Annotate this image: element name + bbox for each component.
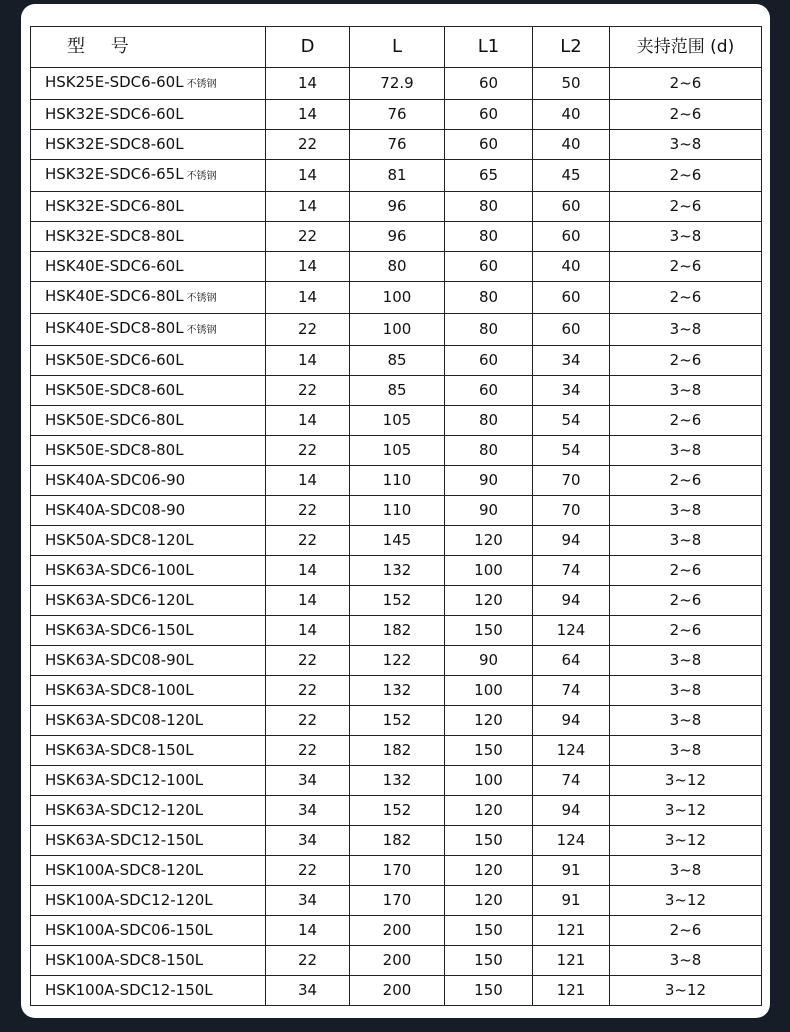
cell-model xyxy=(31,766,266,796)
model-number: HSK63A-SDC6-100L xyxy=(45,561,194,579)
cell-model xyxy=(31,376,266,406)
cell-model xyxy=(31,130,266,160)
model-number: HSK63A-SDC08-120L xyxy=(45,711,204,729)
cell-clamping-range: 3~12 xyxy=(610,886,762,916)
cell-d: 14 xyxy=(266,282,350,314)
cell-l: 170 xyxy=(350,886,445,916)
cell-l1: 120 xyxy=(445,526,533,556)
model-number: HSK40A-SDC08-90 xyxy=(45,501,186,519)
cell-d: 34 xyxy=(266,766,350,796)
cell-l: 76 xyxy=(350,130,445,160)
cell-clamping-range: 2~6 xyxy=(610,100,762,130)
cell-l1: 80 xyxy=(445,192,533,222)
cell-l2: 64 xyxy=(533,646,610,676)
cell-l1: 90 xyxy=(445,646,533,676)
cell-l: 132 xyxy=(350,766,445,796)
cell-model xyxy=(31,886,266,916)
cell-l2: 54 xyxy=(533,436,610,466)
table-row xyxy=(31,526,762,556)
cell-l: 200 xyxy=(350,916,445,946)
table-row xyxy=(31,496,762,526)
cell-clamping-range: 2~6 xyxy=(610,68,762,100)
cell-model xyxy=(31,946,266,976)
model-number: HSK40E-SDC6-60L xyxy=(45,257,184,275)
cell-l1: 120 xyxy=(445,796,533,826)
cell-clamping-range: 3~8 xyxy=(610,376,762,406)
cell-l2: 91 xyxy=(533,886,610,916)
cell-l: 85 xyxy=(350,346,445,376)
material-note: 不锈钢 xyxy=(186,325,217,336)
cell-clamping-range: 3~8 xyxy=(610,706,762,736)
cell-clamping-range: 3~8 xyxy=(610,222,762,252)
table-row xyxy=(31,346,762,376)
table-row xyxy=(31,616,762,646)
cell-clamping-range: 3~8 xyxy=(610,736,762,766)
model-number: HSK63A-SDC6-150L xyxy=(45,621,194,639)
cell-l1: 120 xyxy=(445,586,533,616)
table-row xyxy=(31,706,762,736)
cell-d: 14 xyxy=(266,252,350,282)
model-number: HSK100A-SDC8-150L xyxy=(45,951,204,969)
table-row xyxy=(31,976,762,1006)
cell-l1: 150 xyxy=(445,736,533,766)
cell-l2: 74 xyxy=(533,556,610,586)
model-number: HSK40E-SDC8-80L xyxy=(45,319,184,337)
header-l2: L2 xyxy=(533,27,610,68)
cell-l: 105 xyxy=(350,436,445,466)
cell-clamping-range: 3~12 xyxy=(610,766,762,796)
cell-l1: 150 xyxy=(445,826,533,856)
cell-l: 96 xyxy=(350,192,445,222)
cell-model xyxy=(31,856,266,886)
cell-model xyxy=(31,160,266,192)
cell-l1: 60 xyxy=(445,130,533,160)
cell-l2: 124 xyxy=(533,826,610,856)
table-row xyxy=(31,856,762,886)
table-row xyxy=(31,886,762,916)
cell-clamping-range: 2~6 xyxy=(610,406,762,436)
cell-l: 110 xyxy=(350,466,445,496)
table-row xyxy=(31,130,762,160)
cell-model xyxy=(31,556,266,586)
cell-model xyxy=(31,676,266,706)
model-number: HSK63A-SDC12-100L xyxy=(45,771,204,789)
table-body xyxy=(31,68,762,1006)
table-row xyxy=(31,68,762,100)
model-number: HSK32E-SDC8-80L xyxy=(45,227,184,245)
model-number: HSK32E-SDC8-60L xyxy=(45,135,184,153)
cell-l2: 121 xyxy=(533,946,610,976)
cell-d: 34 xyxy=(266,886,350,916)
cell-d: 22 xyxy=(266,946,350,976)
cell-l: 122 xyxy=(350,646,445,676)
cell-clamping-range: 2~6 xyxy=(610,916,762,946)
cell-d: 22 xyxy=(266,222,350,252)
cell-clamping-range: 2~6 xyxy=(610,556,762,586)
cell-l2: 54 xyxy=(533,406,610,436)
cell-l: 152 xyxy=(350,586,445,616)
cell-d: 22 xyxy=(266,526,350,556)
model-number: HSK63A-SDC8-150L xyxy=(45,741,194,759)
cell-d: 14 xyxy=(266,160,350,192)
cell-l: 200 xyxy=(350,946,445,976)
cell-l1: 80 xyxy=(445,222,533,252)
cell-model xyxy=(31,916,266,946)
cell-clamping-range: 2~6 xyxy=(610,160,762,192)
cell-model xyxy=(31,616,266,646)
cell-l: 132 xyxy=(350,676,445,706)
cell-l2: 121 xyxy=(533,916,610,946)
cell-clamping-range: 3~12 xyxy=(610,826,762,856)
cell-clamping-range: 2~6 xyxy=(610,586,762,616)
model-number: HSK50E-SDC8-60L xyxy=(45,381,184,399)
model-number: HSK25E-SDC6-60L xyxy=(45,73,184,91)
cell-clamping-range: 3~8 xyxy=(610,496,762,526)
cell-clamping-range: 2~6 xyxy=(610,282,762,314)
cell-l2: 94 xyxy=(533,586,610,616)
model-number: HSK50E-SDC8-80L xyxy=(45,441,184,459)
table-row xyxy=(31,916,762,946)
table-row xyxy=(31,946,762,976)
cell-l1: 60 xyxy=(445,376,533,406)
cell-l2: 40 xyxy=(533,252,610,282)
cell-l: 200 xyxy=(350,976,445,1006)
table-row xyxy=(31,100,762,130)
cell-clamping-range: 3~8 xyxy=(610,314,762,346)
cell-l: 152 xyxy=(350,796,445,826)
material-note: 不锈钢 xyxy=(186,293,217,304)
cell-l1: 100 xyxy=(445,766,533,796)
table-row xyxy=(31,826,762,856)
cell-model xyxy=(31,976,266,1006)
cell-d: 14 xyxy=(266,100,350,130)
cell-model xyxy=(31,252,266,282)
cell-d: 14 xyxy=(266,466,350,496)
cell-l: 100 xyxy=(350,314,445,346)
cell-model xyxy=(31,796,266,826)
cell-clamping-range: 2~6 xyxy=(610,466,762,496)
cell-d: 14 xyxy=(266,346,350,376)
cell-l: 80 xyxy=(350,252,445,282)
header-l1: L1 xyxy=(445,27,533,68)
table-row xyxy=(31,160,762,192)
model-number: HSK50A-SDC8-120L xyxy=(45,531,194,549)
header-clamping-range: 夹持范围 (d) xyxy=(610,27,762,68)
cell-l1: 120 xyxy=(445,856,533,886)
cell-d: 14 xyxy=(266,68,350,100)
cell-l2: 91 xyxy=(533,856,610,886)
cell-l2: 34 xyxy=(533,376,610,406)
cell-l2: 60 xyxy=(533,314,610,346)
cell-l2: 94 xyxy=(533,706,610,736)
table-row xyxy=(31,646,762,676)
cell-l1: 100 xyxy=(445,556,533,586)
cell-l: 145 xyxy=(350,526,445,556)
model-number: HSK40E-SDC6-80L xyxy=(45,287,184,305)
spec-card xyxy=(21,4,770,1018)
cell-model xyxy=(31,826,266,856)
model-number: HSK63A-SDC08-90L xyxy=(45,651,194,669)
cell-l: 100 xyxy=(350,282,445,314)
cell-d: 14 xyxy=(266,192,350,222)
cell-model xyxy=(31,222,266,252)
cell-d: 22 xyxy=(266,736,350,766)
cell-clamping-range: 3~8 xyxy=(610,130,762,160)
model-number: HSK32E-SDC6-80L xyxy=(45,197,184,215)
cell-model xyxy=(31,706,266,736)
cell-l2: 45 xyxy=(533,160,610,192)
cell-l2: 40 xyxy=(533,130,610,160)
cell-d: 34 xyxy=(266,826,350,856)
spec-table xyxy=(30,26,762,1006)
cell-l2: 60 xyxy=(533,192,610,222)
cell-clamping-range: 2~6 xyxy=(610,252,762,282)
cell-l2: 94 xyxy=(533,796,610,826)
cell-l2: 70 xyxy=(533,466,610,496)
model-number: HSK100A-SDC12-150L xyxy=(45,981,213,999)
cell-clamping-range: 3~12 xyxy=(610,976,762,1006)
cell-d: 14 xyxy=(266,616,350,646)
cell-model xyxy=(31,646,266,676)
cell-l2: 121 xyxy=(533,976,610,1006)
cell-l: 85 xyxy=(350,376,445,406)
cell-l1: 80 xyxy=(445,436,533,466)
table-row xyxy=(31,192,762,222)
cell-d: 34 xyxy=(266,976,350,1006)
cell-l1: 80 xyxy=(445,282,533,314)
cell-l: 72.9 xyxy=(350,68,445,100)
cell-l1: 60 xyxy=(445,252,533,282)
material-note: 不锈钢 xyxy=(186,79,217,90)
cell-l2: 74 xyxy=(533,676,610,706)
cell-l: 152 xyxy=(350,706,445,736)
cell-l1: 120 xyxy=(445,886,533,916)
cell-model xyxy=(31,466,266,496)
cell-l1: 120 xyxy=(445,706,533,736)
cell-d: 22 xyxy=(266,646,350,676)
cell-model xyxy=(31,496,266,526)
cell-d: 14 xyxy=(266,406,350,436)
model-number: HSK100A-SDC12-120L xyxy=(45,891,213,909)
cell-l1: 65 xyxy=(445,160,533,192)
cell-l2: 70 xyxy=(533,496,610,526)
cell-d: 22 xyxy=(266,376,350,406)
table-row xyxy=(31,406,762,436)
cell-d: 22 xyxy=(266,856,350,886)
model-number: HSK100A-SDC06-150L xyxy=(45,921,213,939)
table-row xyxy=(31,314,762,346)
cell-clamping-range: 3~8 xyxy=(610,856,762,886)
cell-model xyxy=(31,282,266,314)
cell-l2: 60 xyxy=(533,222,610,252)
material-note: 不锈钢 xyxy=(186,171,217,182)
cell-clamping-range: 3~8 xyxy=(610,676,762,706)
cell-clamping-range: 3~8 xyxy=(610,436,762,466)
header-l: L xyxy=(350,27,445,68)
cell-d: 22 xyxy=(266,706,350,736)
cell-l1: 100 xyxy=(445,676,533,706)
cell-d: 34 xyxy=(266,796,350,826)
cell-clamping-range: 3~12 xyxy=(610,796,762,826)
cell-clamping-range: 2~6 xyxy=(610,192,762,222)
cell-l: 96 xyxy=(350,222,445,252)
cell-d: 14 xyxy=(266,586,350,616)
cell-l: 182 xyxy=(350,826,445,856)
cell-l2: 40 xyxy=(533,100,610,130)
table-row xyxy=(31,586,762,616)
model-number: HSK50E-SDC6-80L xyxy=(45,411,184,429)
cell-d: 22 xyxy=(266,436,350,466)
cell-d: 22 xyxy=(266,676,350,706)
cell-l: 110 xyxy=(350,496,445,526)
model-number: HSK63A-SDC12-150L xyxy=(45,831,204,849)
cell-l1: 150 xyxy=(445,616,533,646)
table-row xyxy=(31,376,762,406)
table-header-row xyxy=(31,27,762,68)
cell-l2: 60 xyxy=(533,282,610,314)
cell-d: 22 xyxy=(266,314,350,346)
table-row xyxy=(31,766,762,796)
cell-clamping-range: 2~6 xyxy=(610,346,762,376)
model-number: HSK63A-SDC6-120L xyxy=(45,591,194,609)
table-row xyxy=(31,466,762,496)
cell-l2: 94 xyxy=(533,526,610,556)
cell-model xyxy=(31,346,266,376)
table-row xyxy=(31,676,762,706)
table-row xyxy=(31,736,762,766)
cell-clamping-range: 3~8 xyxy=(610,946,762,976)
cell-l1: 60 xyxy=(445,100,533,130)
cell-l2: 124 xyxy=(533,616,610,646)
model-number: HSK100A-SDC8-120L xyxy=(45,861,204,879)
model-number: HSK32E-SDC6-65L xyxy=(45,165,184,183)
cell-model xyxy=(31,314,266,346)
cell-l1: 60 xyxy=(445,68,533,100)
cell-l2: 34 xyxy=(533,346,610,376)
cell-model xyxy=(31,736,266,766)
cell-d: 14 xyxy=(266,916,350,946)
cell-model xyxy=(31,192,266,222)
cell-l1: 150 xyxy=(445,946,533,976)
cell-l1: 60 xyxy=(445,346,533,376)
model-number: HSK63A-SDC12-120L xyxy=(45,801,204,819)
cell-d: 22 xyxy=(266,130,350,160)
cell-l: 182 xyxy=(350,616,445,646)
table-row xyxy=(31,252,762,282)
model-number: HSK40A-SDC06-90 xyxy=(45,471,186,489)
header-d: D xyxy=(266,27,350,68)
cell-model xyxy=(31,68,266,100)
cell-l2: 124 xyxy=(533,736,610,766)
cell-model xyxy=(31,436,266,466)
cell-clamping-range: 3~8 xyxy=(610,526,762,556)
table-row xyxy=(31,436,762,466)
cell-l: 170 xyxy=(350,856,445,886)
table-row xyxy=(31,282,762,314)
table-row xyxy=(31,222,762,252)
cell-model xyxy=(31,100,266,130)
cell-clamping-range: 3~8 xyxy=(610,646,762,676)
cell-l: 76 xyxy=(350,100,445,130)
cell-l1: 150 xyxy=(445,976,533,1006)
cell-l1: 80 xyxy=(445,406,533,436)
header-model: 型 号 xyxy=(31,27,266,68)
cell-l1: 150 xyxy=(445,916,533,946)
cell-d: 22 xyxy=(266,496,350,526)
table-row xyxy=(31,556,762,586)
cell-clamping-range: 2~6 xyxy=(610,616,762,646)
cell-d: 14 xyxy=(266,556,350,586)
model-number: HSK32E-SDC6-60L xyxy=(45,105,184,123)
cell-l: 105 xyxy=(350,406,445,436)
cell-l2: 74 xyxy=(533,766,610,796)
cell-model xyxy=(31,586,266,616)
cell-l: 81 xyxy=(350,160,445,192)
cell-l: 182 xyxy=(350,736,445,766)
cell-l2: 50 xyxy=(533,68,610,100)
model-number: HSK63A-SDC8-100L xyxy=(45,681,194,699)
cell-l1: 90 xyxy=(445,466,533,496)
cell-l1: 80 xyxy=(445,314,533,346)
model-number: HSK50E-SDC6-60L xyxy=(45,351,184,369)
cell-l1: 90 xyxy=(445,496,533,526)
cell-model xyxy=(31,526,266,556)
cell-l: 132 xyxy=(350,556,445,586)
cell-model xyxy=(31,406,266,436)
table-row xyxy=(31,796,762,826)
